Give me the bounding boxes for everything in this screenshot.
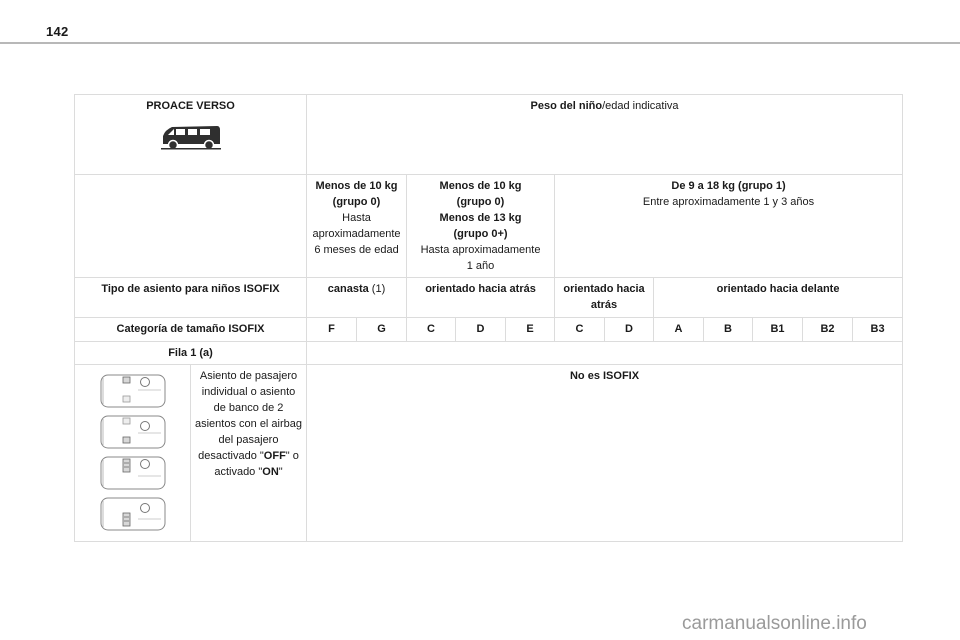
- isofix-table: [74, 94, 903, 542]
- size-cell: B: [704, 318, 753, 342]
- group2-line: (grupo 0+): [453, 228, 508, 240]
- size-cell: F: [307, 318, 357, 342]
- group1-line: Hasta: [342, 212, 371, 224]
- group3-line: De 9 a 18 kg (grupo 1): [671, 180, 786, 192]
- size-cell: C: [555, 318, 605, 342]
- group3-line: Entre aproximadamente 1 y 3 años: [642, 196, 815, 208]
- group-cell-3: [555, 175, 903, 278]
- group2-line: (grupo 0): [456, 196, 505, 208]
- vehicle-name: PROACE VERSO: [146, 100, 235, 112]
- seat-description: [191, 365, 307, 542]
- weight-header: [307, 95, 903, 175]
- seat-type-canasta: [307, 278, 407, 318]
- seat-desc-off: OFF: [263, 450, 286, 462]
- group1-line: Menos de 10 kg: [315, 180, 398, 192]
- row-label: Fila 1 (a): [75, 342, 307, 365]
- header-divider: [0, 42, 960, 44]
- seat-desc-text: " o activado ": [214, 450, 299, 478]
- size-cell: E: [506, 318, 555, 342]
- seat-type-label: Tipo de asiento para niños ISOFIX: [75, 278, 307, 318]
- size-cell: D: [605, 318, 654, 342]
- vehicle-cell: [75, 95, 307, 175]
- weight-header-rest: /edad indicativa: [602, 100, 679, 112]
- empty-cell: [307, 342, 903, 365]
- car-seat-diagram-icon: [99, 413, 167, 451]
- group-cell-2: [407, 175, 555, 278]
- size-cell: D: [456, 318, 506, 342]
- size-cell: B1: [753, 318, 803, 342]
- group2-line: Menos de 10 kg: [439, 180, 522, 192]
- car-seat-diagram-icon: [99, 454, 167, 492]
- car-seat-diagram-icon: [99, 372, 167, 410]
- group-cell-1: [307, 175, 407, 278]
- size-cell: G: [357, 318, 407, 342]
- size-cell: B3: [853, 318, 903, 342]
- empty-cell: [75, 175, 307, 278]
- group2-line: Hasta aproximadamente: [420, 244, 541, 256]
- canasta-rest: (1): [368, 283, 386, 295]
- seat-type-rear-1: orientado hacia atrás: [407, 278, 555, 318]
- group1-line: aproximadamente: [312, 228, 401, 240]
- seat-desc-on: ON: [262, 466, 279, 478]
- seat-diagram-cell: [75, 365, 191, 542]
- watermark: carmanualsonline.info: [682, 613, 867, 634]
- size-cell: C: [407, 318, 456, 342]
- group1-line: 6 meses de edad: [314, 244, 399, 256]
- seat-type-rear-2: orientado hacia atrás: [555, 278, 654, 318]
- seat-type-front: orientado hacia delante: [654, 278, 903, 318]
- size-cell: B2: [803, 318, 853, 342]
- weight-header-bold: Peso del niño: [530, 100, 603, 112]
- canasta-bold: canasta: [327, 283, 369, 295]
- group2-line: Menos de 13 kg: [439, 212, 522, 224]
- van-icon: [160, 124, 222, 152]
- not-isofix-cell: No es ISOFIX: [307, 365, 903, 542]
- car-seat-diagram-icon: [99, 495, 167, 533]
- page-number: 142: [46, 24, 69, 39]
- car-seat-diagrams: [79, 368, 186, 533]
- group1-line: (grupo 0): [332, 196, 381, 208]
- seat-desc-text: ": [278, 466, 283, 478]
- size-cell: A: [654, 318, 704, 342]
- seat-desc-text: Asiento de pasajero individual o asiento de banco de 2 asientos con el airbag del pasajero desactivado ": [195, 370, 303, 462]
- group2-line: 1 año: [466, 260, 495, 272]
- size-label: Categoría de tamaño ISOFIX: [75, 318, 307, 342]
